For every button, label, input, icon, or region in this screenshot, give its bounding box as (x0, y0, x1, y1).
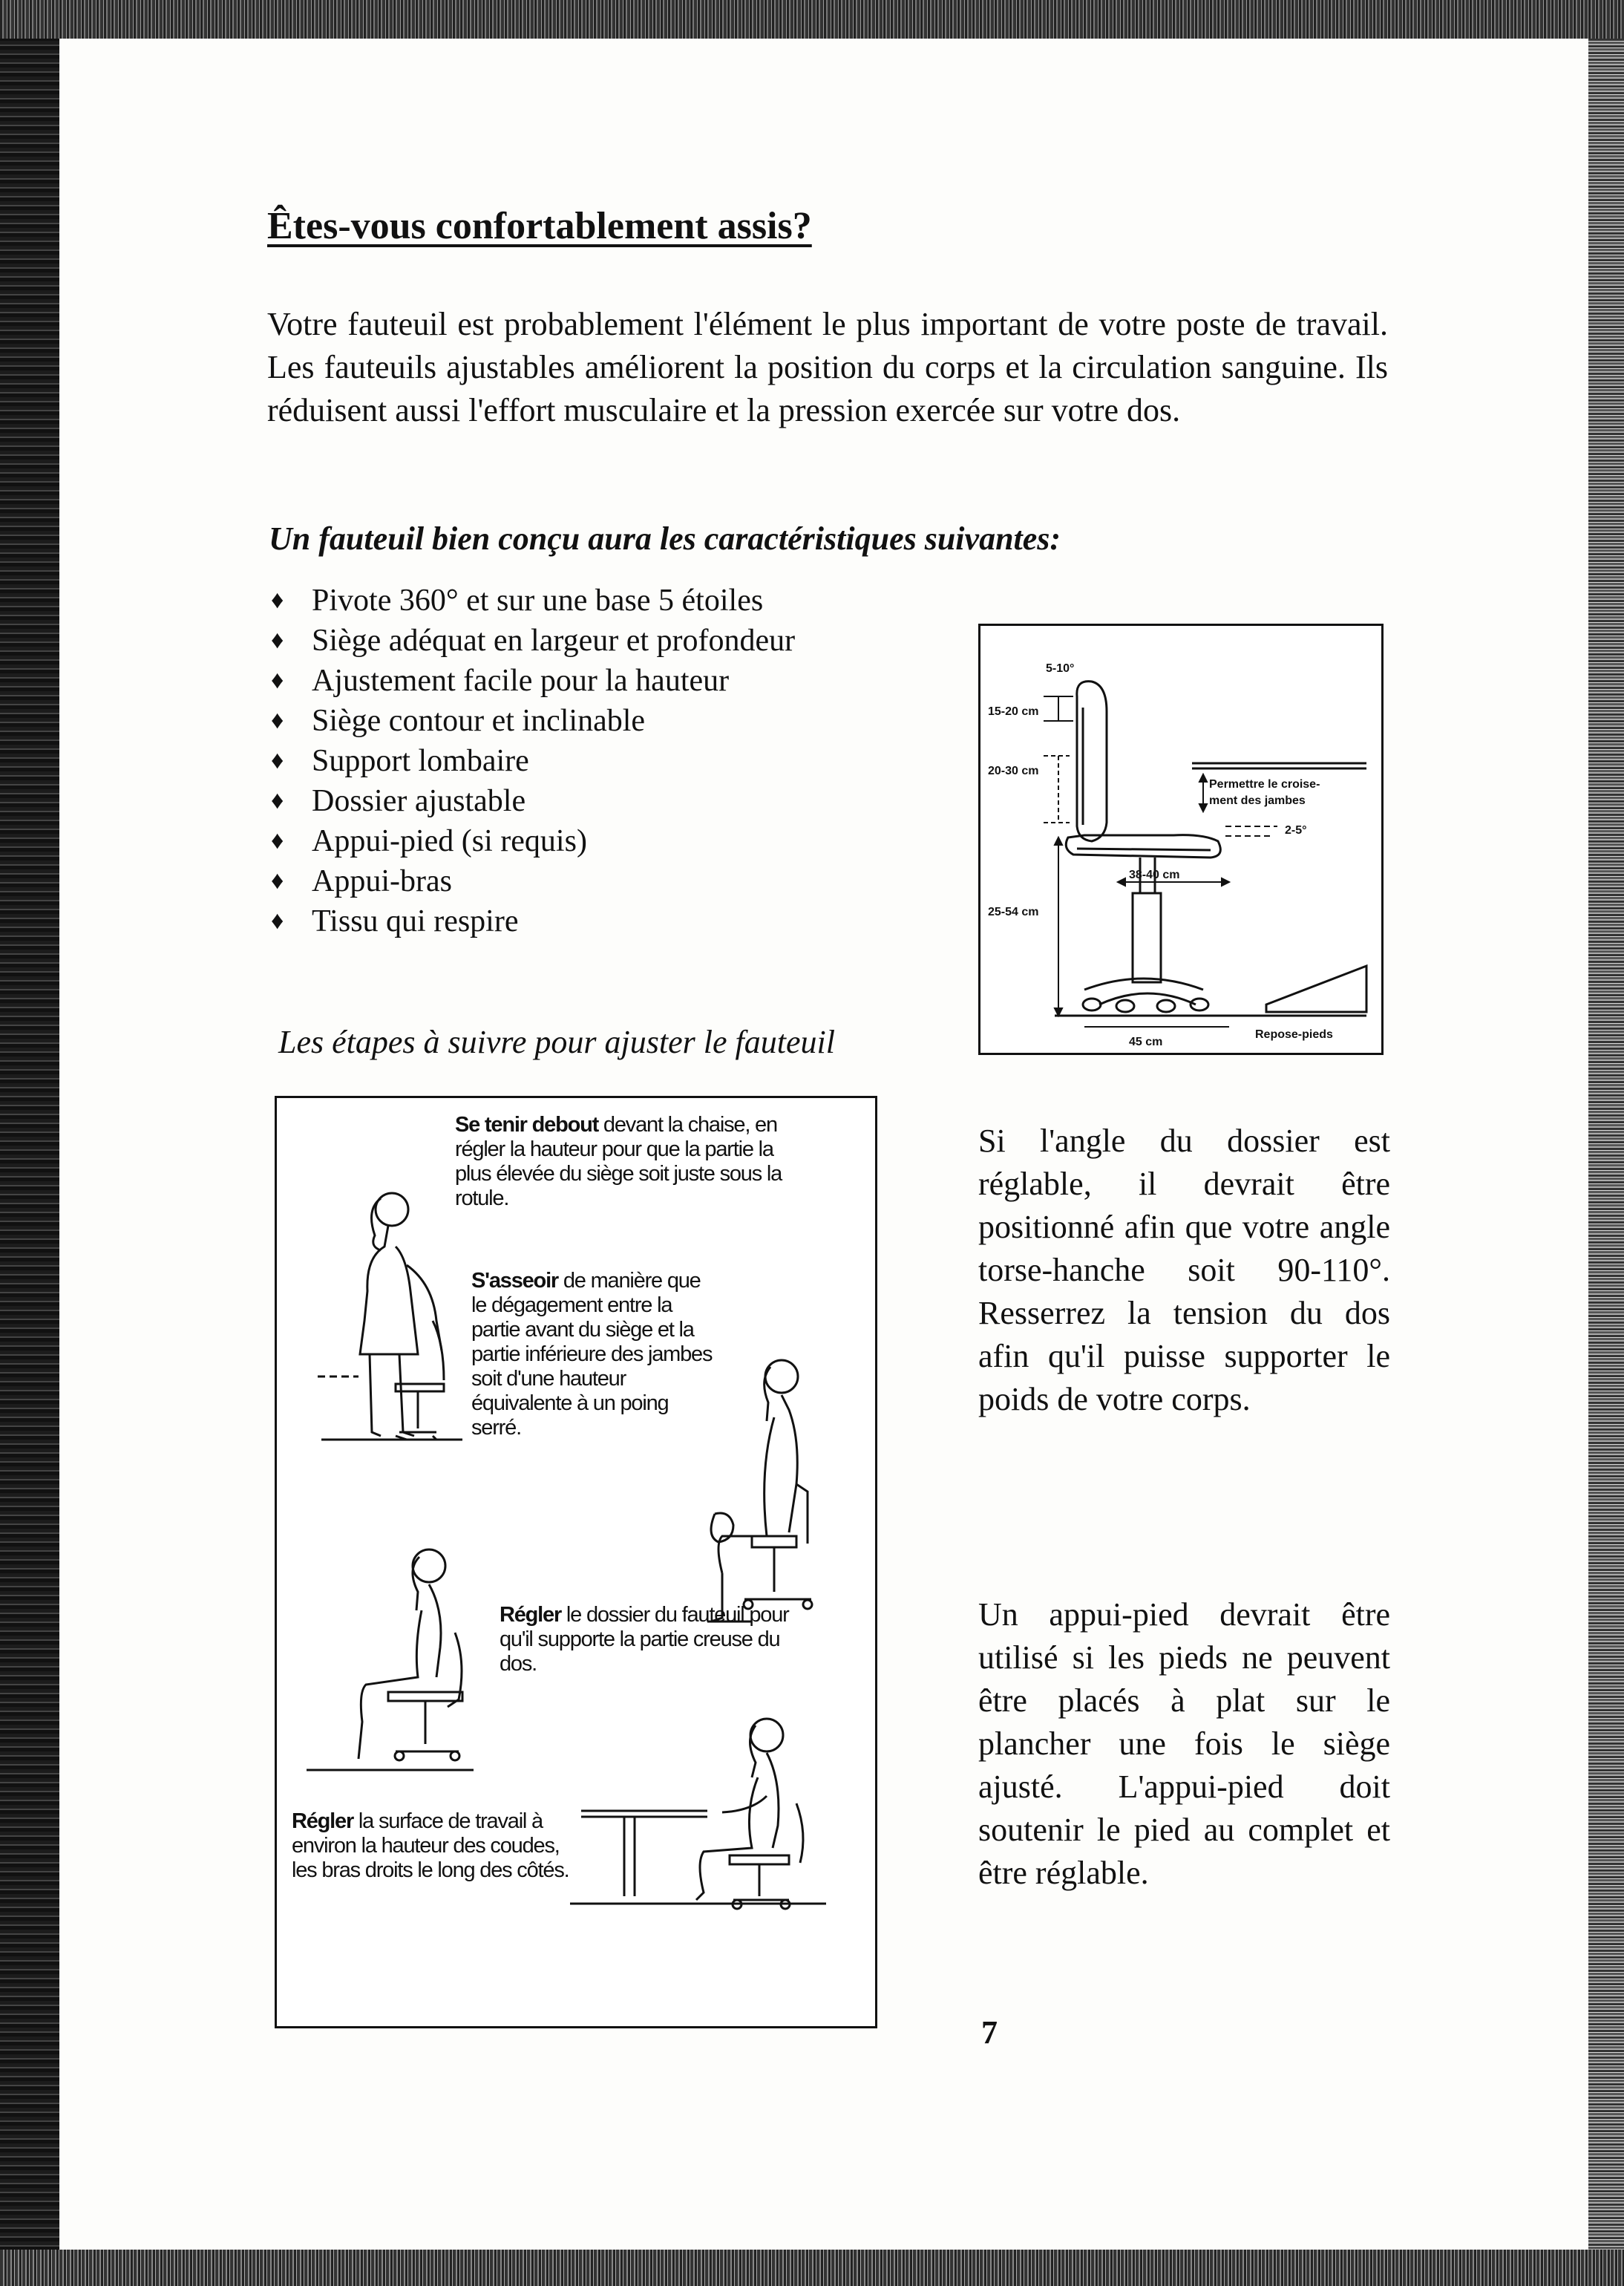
bullet-icon: ♦ (271, 707, 284, 734)
page-title: Êtes-vous confortablement assis? (267, 205, 812, 247)
steps-figures (277, 1098, 875, 2026)
dimension-label: ment des jambes (1209, 794, 1306, 807)
list-item: ♦ Appui-pied (si requis) (271, 821, 795, 861)
dimension-label: 5-10° (1046, 662, 1075, 675)
bullet-icon: ♦ (271, 587, 284, 614)
dimension-label: 2-5° (1285, 824, 1307, 837)
steps-illustration (275, 1096, 877, 2028)
step-4-text: Régler la surface de travail à environ la hauteur des coudes, les bras droits le long des côtés. (292, 1809, 569, 1882)
dimension-label: 38-40 cm (1129, 869, 1180, 881)
scan-border-left (0, 0, 59, 2286)
list-item: ♦ Support lombaire (271, 741, 795, 781)
list-item: ♦ Siège contour et inclinable (271, 701, 795, 741)
dimension-label: 20-30 cm (988, 765, 1039, 777)
list-item: ♦ Tissu qui respire (271, 901, 795, 941)
features-list (271, 581, 795, 941)
bullet-icon: ♦ (271, 827, 284, 855)
bullet-icon: ♦ (271, 867, 284, 895)
dimension-label: 45 cm (1129, 1036, 1163, 1048)
dimension-label: Permettre le croise- (1209, 778, 1320, 791)
scan-border-right (1588, 0, 1624, 2286)
dimension-label: Repose-pieds (1255, 1028, 1333, 1041)
list-item: ♦ Dossier ajustable (271, 781, 795, 821)
steps-heading: Les étapes à suivre pour ajuster le fauteuil (278, 1024, 835, 1060)
intro-paragraph: Votre fauteuil est probablement l'élément le plus important de votre poste de travail. Les fauteuils ajustables améliorent la position du corps et la circulation sanguine. Ils réduisent aussi l'effort musculaire et la pression exercée sur votre dos. (267, 306, 1388, 428)
step-2-text: S'asseoir de manière que le dégagement entre la partie avant du siège et la partie inférieure des jambes soit d'une hauteur équivalente à un poing serré. (471, 1269, 713, 1440)
bullet-icon: ♦ (271, 907, 284, 935)
list-item: ♦ Ajustement facile pour la hauteur (271, 661, 795, 701)
scan-border-top (0, 0, 1624, 39)
backrest-angle-paragraph: Si l'angle du dossier est réglable, il devrait être positionné afin que votre angle torse-hanche soit 90-110°. Resserrez la tension du dos afin qu'il puisse supporter le poids de votre corps. (978, 1123, 1390, 1417)
bullet-icon: ♦ (271, 627, 284, 654)
list-item: ♦ Pivote 360° et sur une base 5 étoiles (271, 581, 795, 621)
scan-border-bottom (0, 2250, 1624, 2286)
bullet-icon: ♦ (271, 747, 284, 774)
page-number: 7 (981, 2014, 998, 2051)
chair-diagram (978, 624, 1384, 1055)
step-1-text: Se tenir debout devant la chaise, en régler la hauteur pour que la partie la plus élevée du siège soit juste sous la rotule. (455, 1113, 782, 1210)
chair-diagram-drawing (980, 626, 1381, 1053)
dimension-label: 25-54 cm (988, 906, 1039, 918)
bullet-icon: ♦ (271, 667, 284, 694)
dimension-label: 15-20 cm (988, 705, 1039, 718)
features-heading: Un fauteuil bien conçu aura les caractéristiques suivantes: (269, 520, 1061, 557)
bullet-icon: ♦ (271, 787, 284, 814)
list-item: ♦ Appui-bras (271, 861, 795, 901)
footrest-paragraph: Un appui-pied devrait être utilisé si les pieds ne peuvent être placés à plat sur le plancher une fois le siège ajusté. L'appui-pied doit soutenir le pied au complet et être réglable. (978, 1596, 1390, 1891)
step-3-text: Régler le dossier du fauteuil pour qu'il supporte la partie creuse du dos. (500, 1603, 789, 1676)
list-item: ♦ Siège adéquat en largeur et profondeur (271, 621, 795, 661)
